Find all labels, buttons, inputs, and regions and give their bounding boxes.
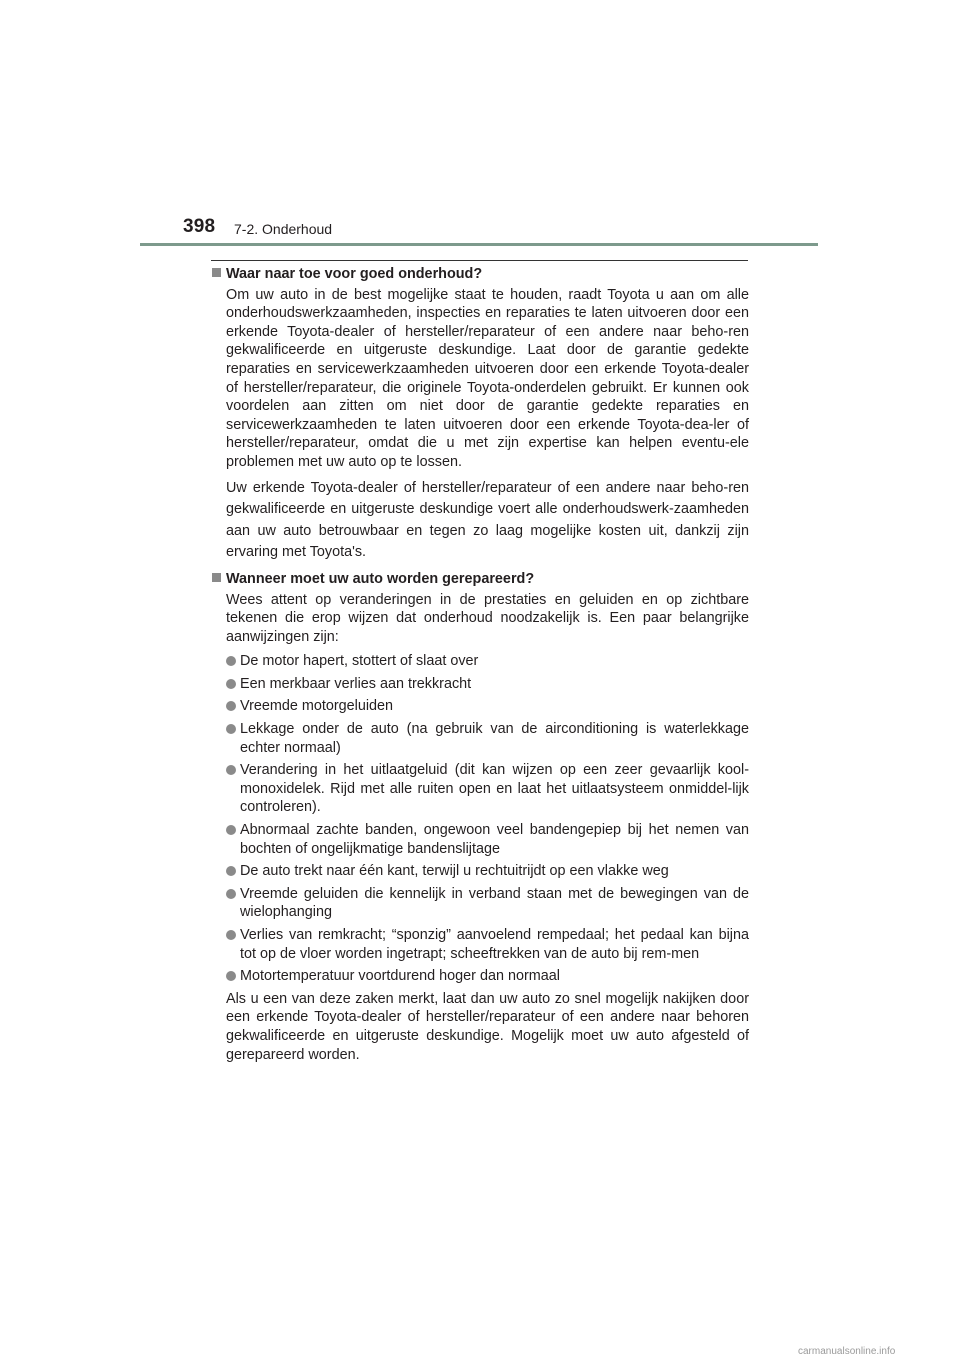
bullet-dot-icon [226,866,236,876]
list-item [226,761,749,817]
bullet-dot-icon [226,930,236,940]
list-item-text: Motortemperatuur voortdurend hoger dan normaal [240,968,560,985]
list-item [226,720,749,757]
closing-paragraph: Als u een van deze zaken merkt, laat dan uw auto zo snel mogelijk nakijken door een erkende Toyota-dealer of hersteller/reparateur of een andere naar behoren gekwalificeerde en uitgeruste deskundige. Mogelijk moet uw auto afgesteld of gerepareerd worden. [226,990,749,1063]
list-item [226,675,749,694]
list-item [226,862,749,881]
square-bullet-icon [212,573,221,582]
paragraph: Uw erkende Toyota-dealer of hersteller/reparateur of een andere naar beho-ren gekwalificeerde en uitgeruste deskundige voert alle onderhoudswerk-zaamheden aan uw auto betrouwbaar en tegen zo laag mogelijke kosten uit, dankzij zijn ervaring met Toyota's. [226,479,749,561]
paragraph: Wees attent op veranderingen in de prestaties en geluiden en op zichtbare tekenen die erop wijzen dat onderhoud noodzakelijk is. Een paar belangrijke aanwijzingen zijn: [226,591,749,645]
list-item [226,697,749,716]
content-top-rule [211,260,748,261]
bullet-dot-icon [226,701,236,711]
section-heading-when [211,570,749,589]
list-item [226,821,749,858]
heading-text: Wanneer moet uw auto worden gerepareerd? [226,570,535,587]
list-item [226,885,749,922]
list-item-text: De auto trekt naar één kant, terwijl u rechtuitrijdt op een vlakke weg [240,863,669,880]
watermark: carmanualsonline.info [798,1346,896,1357]
bullet-dot-icon [226,971,236,981]
list-item [226,652,749,671]
list-item-text: Vreemde geluiden die kennelijk in verband staan met de bewegingen van de wielophanging [240,885,749,921]
page-content [211,265,749,1070]
bullet-dot-icon [226,765,236,775]
bullet-dot-icon [226,679,236,689]
page-number: 398 [183,216,216,237]
list-item [226,926,749,963]
paragraph: Om uw auto in de best mogelijke staat te houden, raadt Toyota u aan om alle onderhoudswerkzaamheden, inspecties en reparaties te laten uitvoeren door een erkende Toyota-dealer of hersteller/reparateur of een andere naar beho-ren gekwalificeerde en uitgeruste deskundige. Laat door de garantie gedekte reparaties en servicewerkzaamheden uitvoeren door een erkende Toyota-dealer of hersteller/reparateur, die originele Toyota-onderdelen gebruikt. Er kunnen ook voordelen aan zitten om niet door de garantie gedekte reparaties en servicewerkzaamheden te laten uitvoeren door een erkende Toyota-dea-ler of hersteller/reparateur, omdat die u met zijn expertise kan helpen eventu-ele problemen met uw auto op te lossen. [226,286,749,470]
list-item-text: Verandering in het uitlaatgeluid (dit kan wijzen op een zeer gevaarlijk kool-monoxidelek. Rijd met alle ruiten open en laat het uitlaatsysteem onmiddel-lijk controleren). [240,762,749,816]
list-item-text: De motor hapert, stottert of slaat over [240,653,479,670]
list-item-text: Lekkage onder de auto (na gebruik van de airconditioning is waterlekkage echter normaal) [240,721,749,756]
square-bullet-icon [212,268,221,277]
bullet-dot-icon [226,825,236,835]
list-item-text: Verlies van remkracht; “sponzig” aanvoelend rempedaal; het pedaal kan bijna tot op de vloer worden ingetrapt; scheeftrekken van de auto bij rem-men [240,927,749,962]
list-item [226,967,749,986]
list-item-text: Vreemde motorgeluiden [240,698,394,715]
bullet-dot-icon [226,889,236,899]
heading-text: Waar naar toe voor goed onderhoud? [226,266,483,282]
bullet-dot-icon [226,724,236,734]
bullet-dot-icon [226,656,236,666]
header-rule [140,243,818,246]
section-title: 7-2. Onderhoud [234,221,333,237]
list-item-text: Abnormaal zachte banden, ongewoon veel bandengepiep bij het nemen van bochten of ongelijkmatige bandenslijtage [240,822,749,857]
section-heading-where [211,265,749,284]
list-item-text: Een merkbaar verlies aan trekkracht [240,675,472,692]
